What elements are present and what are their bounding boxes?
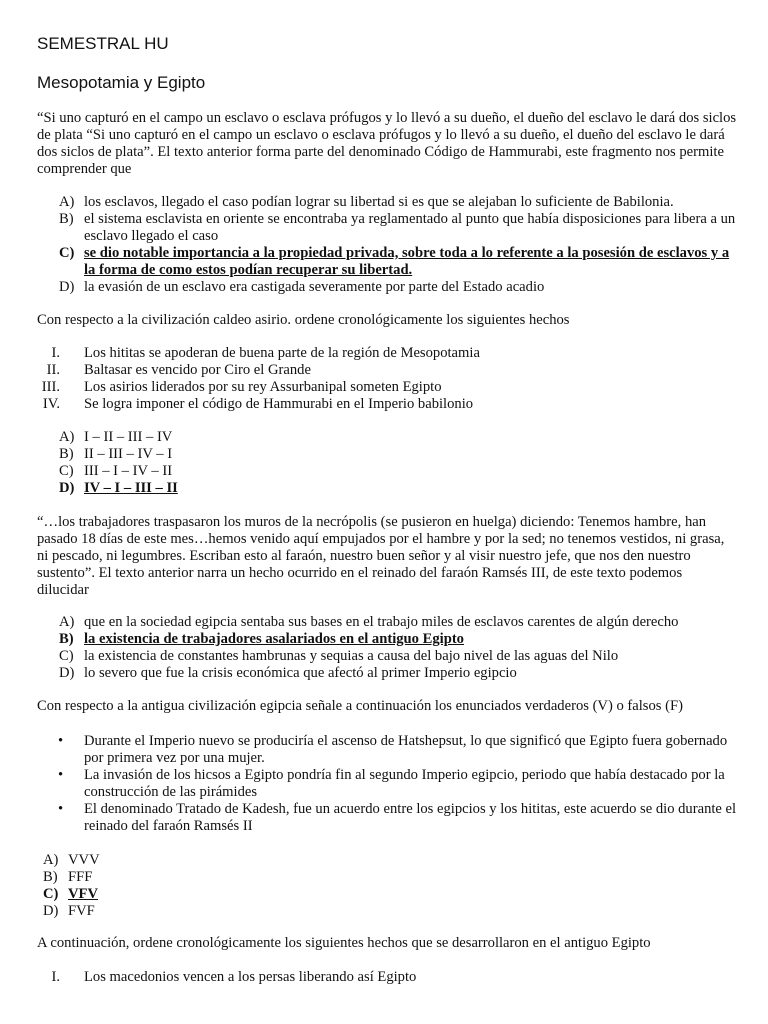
option-text: I – II – III – IV	[84, 429, 173, 445]
event-text: Se logra imponer el código de Hammurabi en el Imperio babilonio	[84, 395, 474, 412]
option-b	[37, 446, 737, 463]
question-3-text: “…los trabajadores traspasaron los muros de la necrópolis (se pusieron en huelga) diciendo: Tenemos hambre, han pasado 18 días de este mes…hemos venido aquí empujados por el hambre y por la sed; no tenemos vestidos, ni grasa, ni pescado, ni legumbres. Escriban esto al faraón, nuestro buen señor y al visir nuestro jefe, que nos den nuestro sustento”. El texto anterior narra un hecho ocurrido en el reinado del faraón Ramsés III, de este texto podemos dilucidar	[37, 514, 725, 598]
statement-item	[37, 801, 737, 835]
document-subtitle: Mesopotamia y Egipto	[37, 73, 206, 92]
option-c	[37, 463, 737, 480]
event-item	[37, 345, 737, 362]
event-label: I.	[51, 345, 60, 361]
event-text: Baltasar es vencido por Ciro el Grande	[84, 361, 311, 378]
bullet-icon: •	[58, 766, 64, 783]
question-2-events	[37, 345, 737, 413]
option-label: C)	[59, 647, 74, 664]
option-a	[37, 429, 737, 446]
option-text: la existencia de constantes hambrunas y sequias a causa del bajo nivel de las aguas del Nilo	[84, 647, 619, 664]
question-1-options	[37, 194, 737, 295]
statement-text: Durante el Imperio nuevo se produciría el ascenso de Hatshepsut, lo que significó que Egipto fuera gobernado por primera vez por una mujer.	[84, 733, 728, 766]
event-item	[37, 362, 737, 379]
option-label: D)	[59, 664, 75, 681]
question-4-statements	[37, 733, 737, 834]
option-label: A)	[59, 194, 75, 210]
option-text: FFF	[68, 868, 93, 885]
option-d-correct	[37, 480, 737, 497]
question-3-options	[37, 614, 737, 682]
option-a	[37, 852, 737, 869]
option-b	[37, 211, 737, 245]
option-text: que en la sociedad egipcia sentaba sus bases en el trabajo miles de esclavos carentes de algún derecho	[84, 614, 679, 630]
option-b-correct	[37, 631, 737, 648]
bullet-icon: •	[58, 733, 64, 749]
event-label: III.	[41, 378, 60, 395]
option-text: III – I – IV – II	[84, 462, 173, 479]
option-text: se dio notable importancia a la propiedad privada, sobre toda a lo referente a la posesión de esclavos y a la forma de como estos podían recuperar su libertad.	[84, 244, 730, 278]
event-item	[37, 969, 737, 986]
event-text: Los asirios liderados por su rey Assurbanipal someten Egipto	[84, 378, 442, 395]
event-label: I.	[51, 969, 60, 985]
question-1-text: “Si uno capturó en el campo un esclavo o esclava prófugos y lo llevó a su dueño, el dueño del esclavo le dará dos siclos de plata “Si uno capturó en el campo un esclavo o esclava prófugos y lo llevó a su dueño, el dueño del esclavo le dará dos siclos de plata”. El texto anterior forma parte del denominado Código de Hammurabi, este fragmento nos permite comprender que	[37, 110, 737, 177]
option-text: el sistema esclavista en oriente se encontraba ya reglamentado al punto que había disposiciones para libera a un esclavo llegado el caso	[84, 210, 736, 244]
option-d	[37, 279, 737, 296]
option-c-correct	[37, 245, 737, 279]
option-label: B)	[59, 210, 74, 227]
option-label: A)	[59, 614, 75, 630]
question-4-options	[37, 852, 737, 920]
question-2-text: Con respecto a la civilización caldeo asirio. ordene cronológicamente los siguientes hechos	[37, 312, 570, 328]
option-text: VVV	[68, 852, 100, 868]
option-d	[37, 665, 737, 682]
option-a	[37, 194, 737, 211]
option-label: A)	[59, 429, 75, 445]
event-item	[37, 379, 737, 396]
option-label: A)	[43, 852, 59, 868]
question-5-events	[37, 969, 737, 986]
event-label: II.	[46, 361, 60, 378]
option-label: B)	[43, 868, 58, 885]
event-text: Los hititas se apoderan de buena parte de la región de Mesopotamia	[84, 345, 480, 361]
option-a	[37, 614, 737, 631]
option-label: C)	[43, 885, 59, 902]
option-label: C)	[59, 462, 74, 479]
event-label: IV.	[42, 395, 60, 412]
option-text: la evasión de un esclavo era castigada severamente por parte del Estado acadio	[84, 278, 545, 295]
option-text: IV – I – III – II	[84, 479, 178, 496]
option-text: II – III – IV – I	[84, 445, 173, 462]
option-label: D)	[43, 902, 59, 919]
event-text: Los macedonios vencen a los persas liberando así Egipto	[84, 969, 417, 985]
option-text: VFV	[68, 885, 98, 902]
option-text: lo severo que fue la crisis económica que afectó al primer Imperio egipcio	[84, 664, 517, 681]
statement-item	[37, 767, 737, 801]
option-label: B)	[59, 445, 74, 462]
option-text: los esclavos, llegado el caso podían lograr su libertad si es que se alejaban lo suficiente de Babilonia.	[84, 194, 674, 210]
option-text: la existencia de trabajadores asalariados en el antiguo Egipto	[84, 630, 464, 647]
statement-item	[37, 733, 737, 767]
question-5-text: A continuación, ordene cronológicamente los siguientes hechos que se desarrollaron en el antiguo Egipto	[37, 935, 651, 951]
statement-text: La invasión de los hicsos a Egipto pondría fin al segundo Imperio egipcio, periodo que había destacado por la construcción de las pirámides	[84, 766, 725, 800]
option-label: D)	[59, 278, 75, 295]
option-label: C)	[59, 244, 75, 261]
option-b	[37, 869, 737, 886]
option-label: D)	[59, 479, 75, 496]
option-c-correct	[37, 886, 737, 903]
bullet-icon: •	[58, 800, 64, 817]
option-text: FVF	[68, 902, 95, 919]
statement-text: El denominado Tratado de Kadesh, fue un acuerdo entre los egipcios y los hititas, este acuerdo se dio durante el reinado del faraón Ramsés II	[84, 800, 737, 834]
question-2-options	[37, 429, 737, 497]
option-d	[37, 903, 737, 920]
option-label: B)	[59, 630, 74, 647]
question-4-text: Con respecto a la antigua civilización egipcia señale a continuación los enunciados verdaderos (V) o falsos (F)	[37, 698, 683, 714]
document-title: SEMESTRAL HU	[37, 34, 169, 53]
option-c	[37, 648, 737, 665]
event-item	[37, 396, 737, 413]
